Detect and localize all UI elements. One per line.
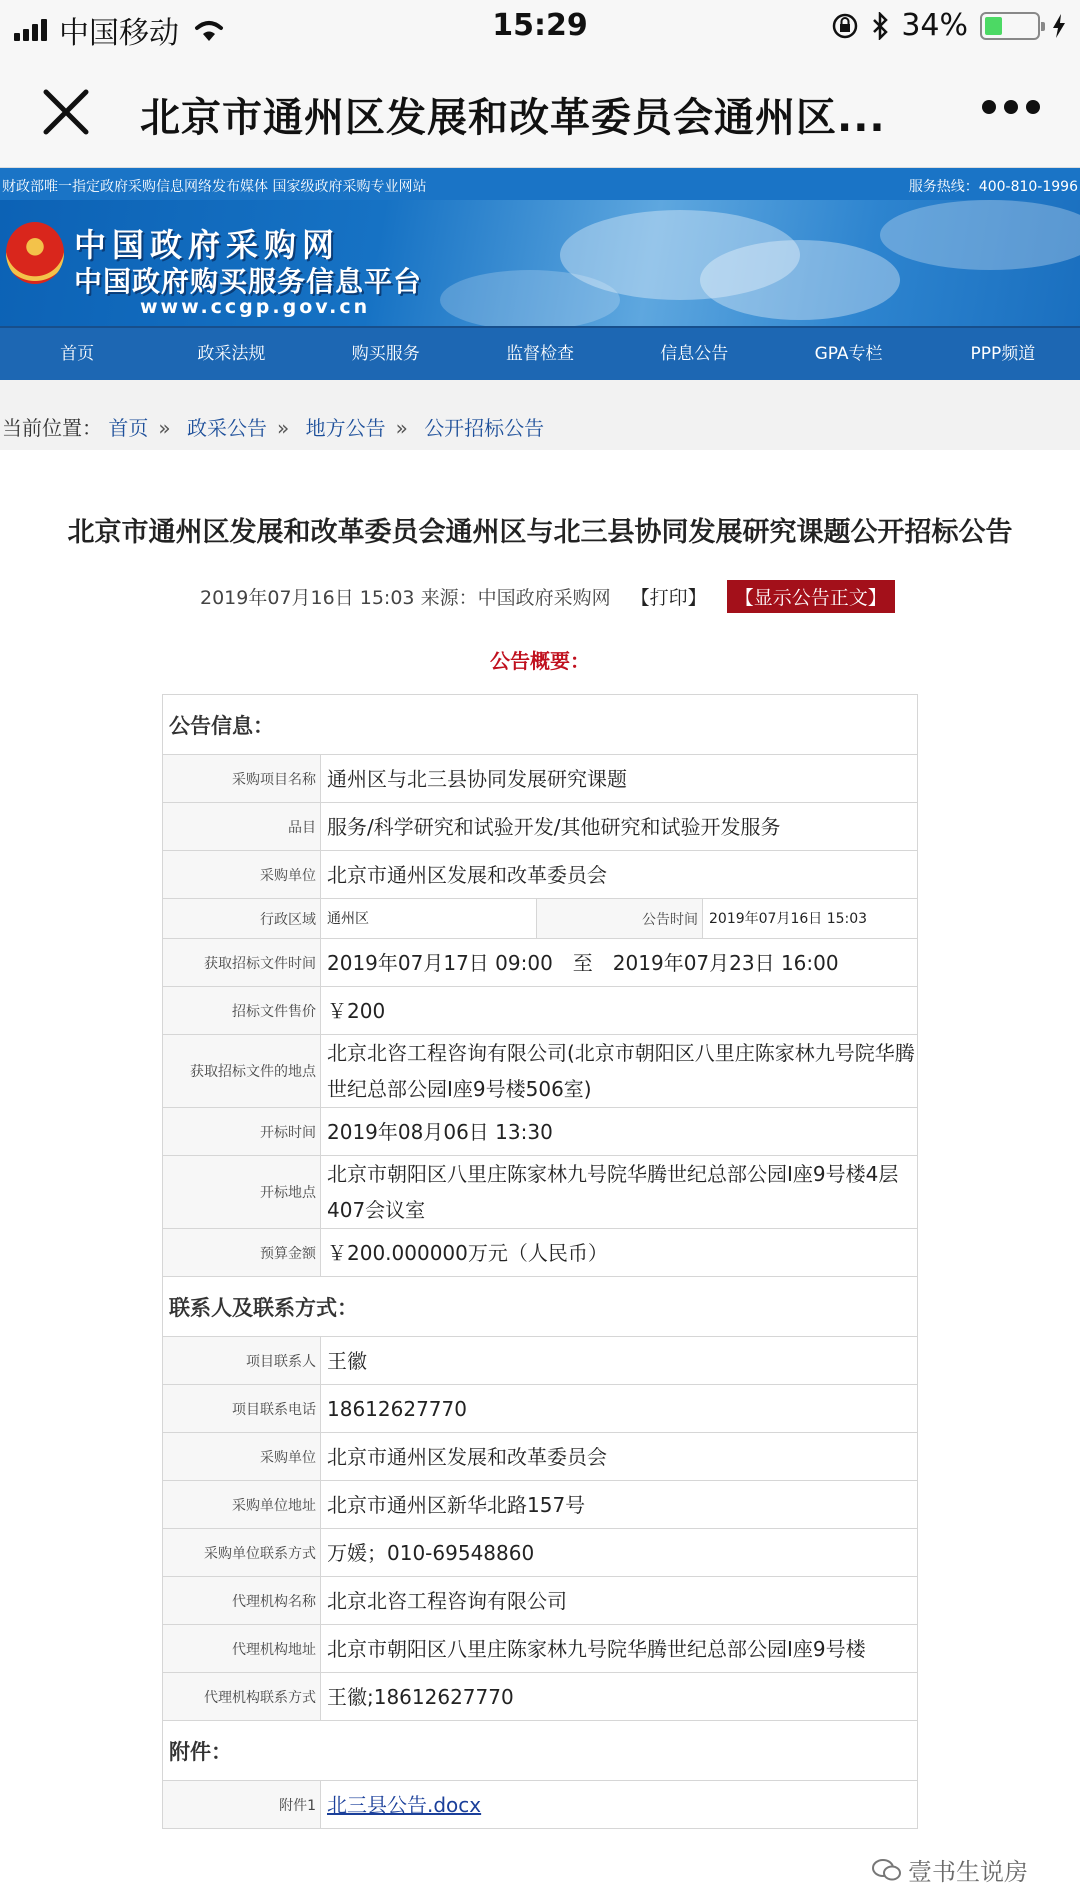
buyer-address-value: 北京市通州区新华北路157号: [321, 1481, 918, 1529]
table-row: [163, 1229, 918, 1277]
field-label: 代理机构地址: [163, 1625, 321, 1673]
more-options-icon[interactable]: [982, 100, 1040, 114]
site-slogan: 财政部唯一指定政府采购信息网络发布媒体 国家级政府采购专业网站: [2, 179, 427, 195]
field-label: 采购单位联系方式: [163, 1529, 321, 1577]
field-label: 附件1: [163, 1781, 321, 1829]
breadcrumb-separator: »: [276, 416, 290, 440]
attachment-cell: [321, 1781, 918, 1829]
open-time-value: 2019年08月06日 13:30: [321, 1108, 918, 1156]
buyer-contact-value: 万媛；010-69548860: [321, 1529, 918, 1577]
table-row: [163, 1337, 918, 1385]
field-label: 公告时间: [537, 899, 703, 939]
breadcrumb-separator: »: [158, 416, 171, 440]
section-contact: 联系人及联系方式：: [163, 1277, 918, 1337]
table-row: [163, 1156, 918, 1229]
agency-value: 北京北咨工程咨询有限公司: [321, 1577, 918, 1625]
agency-address-value: 北京市朝阳区八里庄陈家林九号院华腾世纪总部公园I座9号楼: [321, 1625, 918, 1673]
main-nav: [0, 326, 1080, 380]
national-emblem-icon: [6, 222, 64, 284]
contact-value: 王徽: [321, 1337, 918, 1385]
carrier-label: 中国移动: [59, 16, 179, 51]
page-title: 北京市通州区发展和改革委员会通州区与北三县协同发展研究课题公开招标公告: [67, 517, 1013, 548]
field-label: 代理机构联系方式: [163, 1673, 321, 1721]
field-label: 开标地点: [163, 1156, 321, 1229]
table-row: [163, 1673, 918, 1721]
table-row: [163, 1781, 918, 1829]
article-source: 来源：中国政府采购网: [420, 587, 611, 609]
project-name-value: 通州区与北三县协同发展研究课题: [321, 755, 918, 803]
publish-date: 2019年07月16日 15:03: [200, 587, 415, 609]
section-attachments: 附件：: [163, 1721, 918, 1781]
field-label: 采购单位: [163, 1433, 321, 1481]
nav-item-ppp[interactable]: PPP频道: [970, 344, 1036, 364]
section-notice-info: 公告信息：: [163, 695, 918, 755]
site-logo-subtitle: 中国政府购买服务信息平台: [74, 265, 423, 298]
field-label: 招标文件售价: [163, 987, 321, 1035]
agency-contact-value: 王徽;18612627770: [321, 1673, 918, 1721]
field-label: 采购单位地址: [163, 1481, 321, 1529]
contact-phone-value: 18612627770: [321, 1385, 918, 1433]
table-row: [163, 899, 918, 939]
field-label: 品目: [163, 803, 321, 851]
service-hotline: 服务热线：400-810-1996: [908, 179, 1078, 195]
watermark-text: 壹书生说房: [908, 1858, 1028, 1885]
site-logo-title[interactable]: 中国政府采购网: [74, 226, 341, 264]
notice-summary-table: [162, 694, 918, 1829]
field-label: 预算金额: [163, 1229, 321, 1277]
buyer2-value: 北京市通州区发展和改革委员会: [321, 1433, 918, 1481]
field-label: 开标时间: [163, 1108, 321, 1156]
print-link[interactable]: 【打印】: [630, 587, 707, 609]
attachment-link[interactable]: 北三县公告.docx: [327, 1792, 482, 1817]
bluetooth-icon: [871, 12, 889, 40]
table-row: [163, 1481, 918, 1529]
wechat-nav-bar: [0, 56, 1080, 168]
doc-place-value: 北京北咨工程咨询有限公司(北京市朝阳区八里庄陈家林九号院华腾世纪总部公园I座9号楼506室): [321, 1035, 918, 1108]
show-full-text-button[interactable]: 【显示公告正文】: [727, 580, 895, 613]
table-row: [163, 1577, 918, 1625]
open-place-value: 北京市朝阳区八里庄陈家林九号院华腾世纪总部公园I座9号楼4层407会议室: [321, 1156, 918, 1229]
table-row: [163, 851, 918, 899]
doc-price-value: ￥200: [321, 987, 918, 1035]
status-bar: [0, 0, 1080, 56]
table-row: [163, 755, 918, 803]
wechat-logo-icon: [872, 1858, 902, 1882]
breadcrumb-procurement-notices[interactable]: 政采公告: [186, 416, 267, 440]
field-label: 项目联系电话: [163, 1385, 321, 1433]
nav-item-purchase-services[interactable]: 购买服务: [351, 344, 420, 364]
site-url: www.ccgp.gov.cn: [140, 296, 371, 318]
status-right: [831, 8, 1066, 43]
wechat-page-title: 北京市通州区发展和改革委员会通州区...: [140, 95, 886, 141]
table-row: [163, 1529, 918, 1577]
table-row: [163, 1108, 918, 1156]
nav-item-supervision[interactable]: 监督检查: [505, 344, 574, 364]
nav-item-home[interactable]: 首页: [60, 344, 95, 364]
article-meta: [200, 580, 895, 613]
nav-item-announcements[interactable]: 信息公告: [660, 344, 729, 364]
field-label: 代理机构名称: [163, 1577, 321, 1625]
field-label: 获取招标文件的地点: [163, 1035, 321, 1108]
charging-icon: [1052, 13, 1066, 39]
table-row: [163, 939, 918, 987]
summary-label: 公告概要：: [490, 649, 590, 673]
battery-percent: 34%: [901, 8, 968, 43]
breadcrumb: [0, 380, 1080, 450]
doc-time-value: 2019年07月17日 09:00 至 2019年07月23日 16:00: [321, 939, 918, 987]
breadcrumb-prefix: 当前位置：: [2, 416, 102, 440]
table-row: [163, 803, 918, 851]
battery-icon: [980, 12, 1040, 40]
table-row: [163, 1385, 918, 1433]
orientation-lock-icon: [831, 12, 859, 40]
breadcrumb-public-tender[interactable]: 公开招标公告: [424, 416, 545, 440]
table-row: [163, 1035, 918, 1108]
field-label: 项目联系人: [163, 1337, 321, 1385]
table-row: [163, 987, 918, 1035]
breadcrumb-separator: »: [395, 416, 408, 440]
site-top-strip: [0, 168, 1080, 200]
breadcrumb-home[interactable]: 首页: [108, 416, 149, 440]
category-value: 服务/科学研究和试验开发/其他研究和试验开发服务: [321, 803, 918, 851]
field-label: 行政区域: [163, 899, 321, 939]
region-value: 通州区: [321, 899, 537, 939]
breadcrumb-local-notices[interactable]: 地方公告: [305, 416, 386, 440]
field-label: 采购项目名称: [163, 755, 321, 803]
notice-time-value: 2019年07月16日 15:03: [703, 899, 918, 939]
budget-value: ￥200.000000万元（人民币）: [321, 1229, 918, 1277]
table-row: [163, 1625, 918, 1673]
site-banner: [0, 200, 1080, 326]
table-row: [163, 1433, 918, 1481]
field-label: 采购单位: [163, 851, 321, 899]
nav-item-gpa[interactable]: GPA专栏: [814, 344, 883, 364]
status-time: 15:29: [492, 8, 588, 43]
field-label: 获取招标文件时间: [163, 939, 321, 987]
nav-item-regulations[interactable]: 政采法规: [197, 344, 266, 364]
buyer-value: 北京市通州区发展和改革委员会: [321, 851, 918, 899]
close-icon[interactable]: [40, 86, 92, 138]
watermark: [872, 1852, 1028, 1885]
